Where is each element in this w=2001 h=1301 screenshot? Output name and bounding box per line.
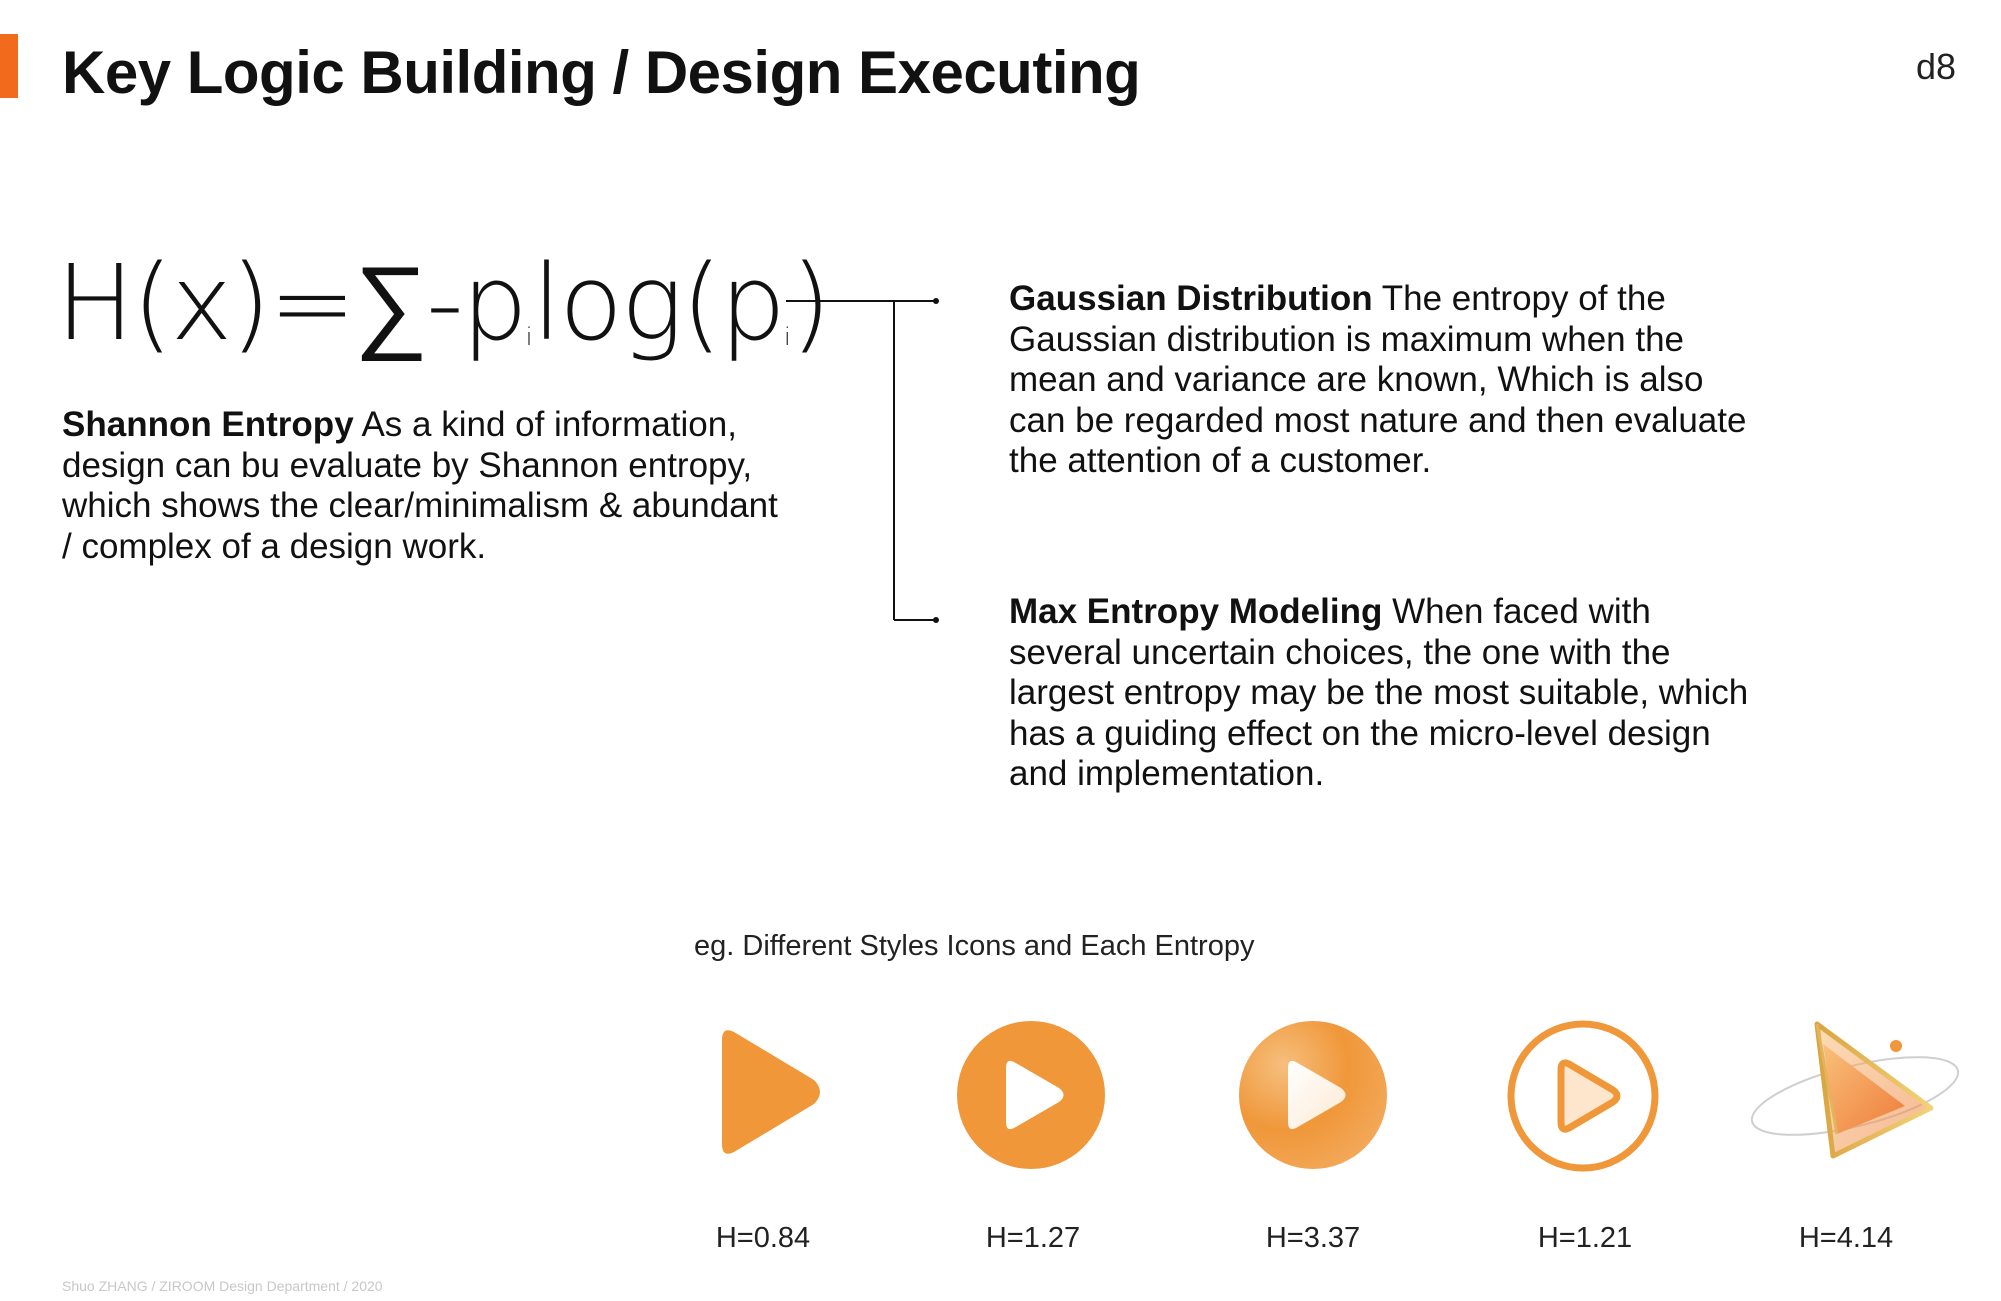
play-3d-orbit-icon: [1745, 1016, 1965, 1176]
gaussian-distribution-heading: Gaussian Distribution: [1009, 279, 1373, 318]
entropy-label-1: H=0.84: [715, 1222, 811, 1254]
formula-subscript-1: i: [525, 323, 533, 351]
entropy-label-2: H=1.27: [985, 1222, 1081, 1254]
page-title: Key Logic Building / Design Executing: [62, 39, 1141, 106]
entropy-label-3: H=3.37: [1265, 1222, 1361, 1254]
shannon-entropy-body: As a kind of information, design can bu evaluate by Shannon entropy, which shows the clear/minimalism & abundant / complex of a design work.: [62, 405, 778, 566]
formula-part-1: H(x)=∑-p: [56, 242, 526, 364]
play-circle-solid-icon: [956, 1020, 1106, 1170]
formula-part-2: log(p: [532, 242, 784, 364]
entropy-label-4: H=1.21: [1537, 1222, 1633, 1254]
entropy-formula: [56, 242, 829, 364]
shannon-entropy-heading: Shannon Entropy: [62, 405, 354, 444]
max-entropy-heading: Max Entropy Modeling: [1009, 592, 1383, 631]
gaussian-distribution-paragraph: [1009, 279, 1749, 482]
examples-caption: eg. Different Styles Icons and Each Entropy: [694, 930, 1255, 962]
formula-subscript-2: i: [783, 323, 791, 351]
max-entropy-paragraph: [1009, 592, 1749, 795]
bracket-connector: [780, 290, 950, 630]
accent-bar: [0, 34, 18, 98]
shannon-entropy-paragraph: [62, 405, 792, 567]
play-triangle-icon: [712, 1022, 832, 1162]
entropy-label-5: H=4.14: [1798, 1222, 1894, 1254]
max-entropy-body: When faced with several uncertain choices, the one with the largest entropy may be the most suitable, which has a guiding effect on the micro-level design and implementation.: [1009, 592, 1749, 793]
footer-credit: Shuo ZHANG / ZIROOM Design Department / 2020: [62, 1278, 383, 1294]
formula-part-3: ): [790, 242, 830, 364]
play-circle-outline-icon: [1505, 1018, 1661, 1174]
page-number: d8: [1915, 46, 1956, 87]
gaussian-distribution-body: The entropy of the Gaussian distribution is maximum when the mean and variance are known, Which is also can be regarded most nature and then evaluate the attention of a customer.: [1009, 279, 1747, 480]
play-circle-gradient-icon: [1238, 1020, 1388, 1170]
